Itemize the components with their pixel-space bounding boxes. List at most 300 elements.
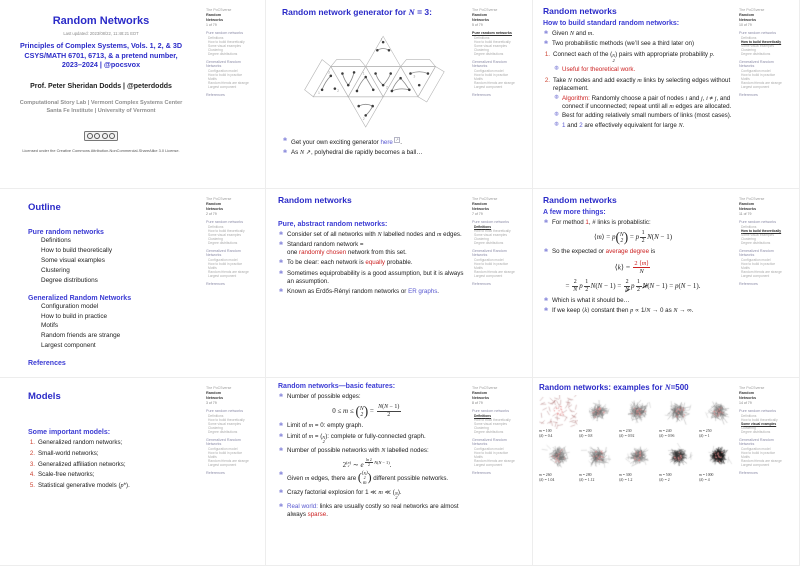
sidebar-section[interactable]: References [206, 92, 225, 97]
outline-section[interactable]: Pure random networks [28, 229, 104, 236]
bullet-text: Get your own exciting generator here ↗ . [291, 136, 402, 146]
sidebar-item[interactable]: Some visual examples [474, 232, 507, 237]
sidebar-section[interactable]: Generalized Random Networks [206, 437, 241, 447]
sidebar-item[interactable]: How to build theoretically [474, 228, 511, 233]
network-thumbnail [619, 439, 658, 473]
sidebar-item[interactable]: How to build theoretically [474, 417, 511, 422]
cc-license-badge[interactable] [84, 131, 119, 141]
bullet-text: For method 1, # links is probablistic: [552, 219, 651, 226]
slide-heading: Random networks [543, 6, 617, 16]
slide-sidebar [739, 386, 786, 475]
slide-heading: Random networks [543, 195, 617, 205]
sub-bullet-text: 1 and 2 are effectively equivalent for large N. [562, 121, 685, 129]
sidebar-item[interactable]: Degree distributions [208, 430, 238, 435]
sidebar-section[interactable]: Generalized Random Networks [739, 248, 774, 258]
k-caption: ⟨k⟩ = 1.12 [579, 478, 595, 483]
outline-item[interactable]: How to build theoretically [41, 246, 113, 254]
sidebar-item[interactable]: Motifs [741, 76, 750, 81]
sidebar-item[interactable]: Some visual examples [741, 421, 777, 426]
sidebar-item[interactable]: Configuration model [208, 257, 238, 262]
numbered-item [543, 51, 735, 63]
outline-section[interactable]: Generalized Random Networks [28, 294, 132, 302]
sidebar-section[interactable]: Generalized Random Networks [206, 248, 241, 258]
item-number: 5. [29, 482, 35, 489]
sidebar-item[interactable]: Definitions [741, 35, 757, 40]
bullet-text: Limit of m = ( N 2 ): complete or fully-connected graph. [287, 432, 426, 445]
sidebar-section[interactable]: References [472, 92, 491, 97]
outline-item[interactable]: Definitions [41, 237, 71, 244]
sidebar-section[interactable]: Generalized Random Networks [472, 437, 507, 447]
book-bullet-icon: ◍ [554, 66, 559, 72]
bullet-row [278, 270, 468, 286]
bullet-text: So the expected or average degree is [552, 248, 656, 256]
sidebar-item[interactable]: Clustering [474, 426, 489, 431]
sidebar-item[interactable]: Largest component [474, 274, 503, 279]
sidebar-item[interactable]: Motifs [741, 454, 750, 459]
bullet-text: Real world: links are usually costly so real networks are almost always sparse. [287, 503, 459, 518]
sidebar-item[interactable]: Definitions [741, 224, 757, 229]
sidebar-item[interactable]: Configuration model [208, 68, 238, 73]
network-thumbnail [539, 395, 578, 429]
er-graphs-link[interactable]: ER graphs [408, 287, 438, 295]
sidebar-deck-title: Random Networks [206, 202, 224, 211]
bullet-text: If we keep ⟨k⟩ constant then p ∝ 1/N → 0 as N → ∞. [552, 307, 694, 315]
network-thumbnail [659, 395, 698, 429]
network-thumbnail [699, 395, 738, 429]
sidebar-item[interactable]: How to build in practice [474, 72, 509, 77]
bullet-text: Known as Erdős-Rényi random networks or ER graphs. [287, 287, 440, 295]
equation-average-degree: ⟨k⟩ = $\frac{2 ⟨m⟩}{N}$ [614, 259, 649, 276]
bullet-row [278, 259, 468, 267]
item-number: 3. [29, 460, 35, 468]
here-link[interactable]: here [380, 138, 393, 146]
sidebar-item[interactable]: Definitions [741, 413, 757, 418]
bullet-row [543, 30, 735, 38]
bullet-text: To be clear: each network is equally probable. [287, 259, 413, 267]
sidebar-item[interactable]: Some visual examples [741, 232, 774, 237]
slide-heading: Random networks: examples for N=500 [539, 383, 689, 392]
sidebar-item[interactable]: Motifs [741, 265, 750, 270]
die-bullet-icon: ❀ [278, 488, 284, 495]
author-line: Prof. Peter Sheridan Dodds | @peterdodds [30, 83, 172, 91]
sidebar-item[interactable]: Largest component [208, 274, 237, 279]
bullet-row [278, 241, 468, 257]
sidebar-item[interactable]: Configuration model [741, 68, 771, 73]
k-caption: ⟨k⟩ = 0.8 [579, 433, 593, 438]
k-caption: ⟨k⟩ = 2 [659, 478, 670, 483]
basic-features-content [266, 378, 468, 565]
sidebar-item[interactable]: Largest component [741, 85, 770, 90]
sidebar-section[interactable]: References [472, 470, 491, 475]
sidebar-section[interactable]: Pure random networks [472, 220, 510, 225]
sidebar-section[interactable]: Pure random networks [739, 409, 777, 414]
sidebar-item[interactable]: How to build theoretically [208, 417, 245, 422]
sidebar-section[interactable]: References [206, 281, 225, 286]
sidebar-section[interactable]: Generalized Random Networks [472, 248, 507, 258]
how-to-build-content [533, 0, 735, 188]
bullet-row [278, 393, 468, 401]
svg-text:3: 3 [413, 74, 416, 79]
sub-bullet-text: Algorithm: Randomly choose a pair of nodes i and j, i ≠ j, and connect if unconnected; repeat until all m edges are allocated. [562, 95, 732, 111]
generator-content [266, 0, 468, 188]
sidebar-item[interactable]: Configuration model [208, 446, 238, 451]
sidebar-section[interactable]: References [472, 281, 491, 286]
sidebar-item[interactable]: Random friends are strange [474, 459, 515, 463]
sidebar-item[interactable]: Configuration model [741, 257, 771, 262]
k-caption: ⟨k⟩ = 0.92 [619, 433, 635, 438]
item-text: Connect each of the ( N 2 ) pairs with appropriate probability p. [553, 51, 715, 63]
course-line: 2023–2024 | @pocsvox [61, 60, 141, 70]
sidebar-item[interactable]: How to build in practice [474, 450, 509, 455]
slide-basic-features [266, 378, 533, 566]
sidebar-page-number: 11 of 79 [739, 212, 752, 217]
m-caption: m = 1000 [699, 473, 714, 478]
bullet-row [543, 307, 735, 315]
sidebar-deck-title: Random Networks [472, 13, 490, 22]
license-badge-row [0, 127, 202, 145]
sidebar-item[interactable]: How to build in practice [474, 261, 509, 266]
sidebar-item[interactable]: Definitions [208, 35, 224, 40]
sidebar-deck-title: Random Networks [472, 202, 490, 211]
sidebar-item[interactable]: Some visual examples [208, 43, 241, 48]
sidebar-item[interactable]: Some visual examples [208, 232, 241, 237]
sidebar-item[interactable]: Configuration model [474, 446, 504, 451]
sidebar-item[interactable]: Definitions [474, 35, 490, 40]
sidebar-section[interactable]: References [739, 92, 758, 97]
sidebar-item[interactable]: How to build theoretically [208, 228, 245, 233]
item-text: Generalized random networks; [38, 439, 123, 446]
die-bullet-icon: ❀ [543, 40, 549, 47]
real-world-link[interactable]: Real world: [287, 503, 318, 511]
sub-bullet-row [554, 112, 735, 120]
sidebar-item[interactable]: Clustering [208, 48, 223, 53]
slide-sidebar [739, 8, 786, 97]
sidebar-page-number: 10 of 79 [739, 23, 752, 28]
bullet-row [278, 489, 468, 501]
sidebar-item[interactable]: Random friends are strange [741, 270, 782, 274]
bullet-row [278, 471, 468, 486]
network-example [659, 439, 698, 482]
sidebar-item[interactable]: Clustering [741, 426, 756, 431]
die-bullet-icon: ❀ [278, 422, 284, 429]
sub-bullet-text: Useful for theoretical work. [562, 66, 636, 74]
equation-possible-edges: 0 ≤ m ≤ ( N 2 ) = $\frac{N(N - 1)}{2}$ [332, 403, 400, 419]
item-number: 1. [29, 439, 35, 446]
slide-title-card [0, 0, 266, 189]
k-caption: ⟨k⟩ = 4 [699, 478, 710, 483]
slide-how-to-build [533, 0, 800, 189]
sidebar-item[interactable]: Clustering [474, 48, 489, 53]
pocsverse-label: The PoCSverse [472, 197, 498, 201]
sidebar-deck-title: Random Networks [206, 13, 224, 22]
sidebar-item[interactable]: Largest component [474, 85, 503, 90]
pocsverse-label: The PoCSverse [739, 386, 765, 390]
sidebar-item[interactable]: How to build in practice [208, 72, 243, 77]
slide-heading: Outline [28, 202, 61, 213]
equation-degree-derivation: = $\frac{2}{N}$ p $\frac{1}{2}$ N(N − 1) = $\frac{2}{N}$ p $\frac{1}{2}$ N(N − 1) = p(N − 1). [565, 278, 701, 293]
sidebar-item[interactable]: How to build theoretically [474, 39, 511, 44]
m-caption: m = 200 [579, 429, 592, 433]
sidebar-item[interactable]: Clustering [741, 48, 756, 53]
sidebar-item[interactable]: Degree distributions [741, 52, 771, 57]
slide-sidebar [206, 197, 253, 286]
svg-text:1: 1 [318, 90, 320, 95]
bullet-row [543, 248, 735, 256]
last-updated: Last updated: 2023/08/22, 11:48:21 EDT [63, 31, 139, 36]
slide-subheading: Some important models: [28, 429, 111, 436]
sidebar-item[interactable]: How to build in practice [208, 261, 243, 266]
sidebar-item[interactable]: Degree distributions [474, 52, 504, 57]
svg-text:2: 2 [386, 85, 388, 90]
sidebar-item[interactable]: Degree distributions [208, 241, 238, 246]
svg-text:2: 2 [337, 89, 340, 94]
m-caption: m = 240 [659, 429, 672, 433]
sidebar-item[interactable]: Random friends are strange [474, 270, 515, 274]
sidebar-item[interactable]: Largest component [741, 274, 770, 279]
sidebar-item[interactable]: Clustering [208, 237, 223, 242]
sidebar-item[interactable]: Definitions [208, 224, 224, 229]
sidebar-item[interactable]: How to build theoretically [741, 417, 778, 422]
outline-item[interactable]: Clustering [41, 266, 70, 274]
sidebar-page-number: 8 of 79 [472, 401, 483, 406]
pocsverse-label: The PoCSverse [472, 386, 498, 390]
outline-content [0, 189, 202, 377]
sidebar-item[interactable]: Definitions [474, 413, 492, 418]
sidebar-section[interactable]: References [206, 470, 225, 475]
m-caption: m = 250 [699, 429, 712, 433]
sidebar-item[interactable]: Clustering [208, 426, 223, 431]
slide-sidebar [472, 8, 519, 97]
sidebar-section[interactable]: Generalized Random Networks [739, 59, 774, 69]
sidebar-item[interactable]: Motifs [208, 76, 217, 81]
bullet-text: Crazy factorial explosion for 1 ≪ m ≪ ( N 2 ). [287, 488, 402, 501]
sidebar-item[interactable]: Some visual examples [208, 421, 241, 426]
sidebar-page-number: 7 of 79 [472, 212, 483, 217]
outline-item[interactable]: Configuration model [41, 302, 99, 310]
bullet-text: Given m edges, there are ( ( N 2 ) m ) different possible networks. [287, 470, 449, 486]
sidebar-item[interactable]: Configuration model [474, 257, 504, 262]
sidebar-deck-title: Random Networks [739, 391, 757, 400]
outline-item[interactable]: Degree distributions [41, 276, 98, 284]
sidebar-item[interactable]: Largest component [741, 463, 770, 468]
network-example [579, 395, 618, 438]
network-example [539, 395, 578, 438]
die-bullet-icon: ❀ [543, 297, 549, 304]
sidebar-item[interactable]: Largest component [208, 463, 237, 468]
pocsverse-label: The PoCSverse [206, 197, 232, 201]
bullet-text: Number of possible edges: [287, 393, 361, 400]
die-bullet-icon: ❀ [278, 259, 284, 266]
sidebar-item[interactable]: Clustering [474, 237, 489, 242]
slide-sidebar [472, 197, 519, 286]
network-example [619, 439, 658, 482]
outline-item[interactable]: How to build in practice [41, 312, 108, 320]
sidebar-item[interactable]: Motifs [474, 265, 483, 270]
die-bullet-icon: ❀ [543, 219, 549, 225]
sidebar-item[interactable]: Random friends are strange [208, 270, 249, 274]
sidebar-item[interactable]: Random friends are strange [208, 81, 249, 85]
outline-item[interactable]: Motifs [41, 322, 59, 330]
item-number: 2. [29, 449, 35, 457]
sidebar-item[interactable]: Degree distributions [474, 430, 504, 435]
m-caption: m = 230 [619, 429, 632, 433]
slide-heading: Random network generator for N = 3: [282, 7, 432, 17]
pocsverse-label: The PoCSverse [472, 8, 498, 12]
numbered-item [28, 439, 202, 447]
numbered-item [28, 450, 202, 458]
sidebar-item[interactable]: How to build theoretically [208, 39, 245, 44]
network-example [699, 439, 738, 482]
sidebar-section[interactable]: Generalized Random Networks [472, 59, 507, 69]
sub-bullet-text: Best for adding relatively small numbers of links (most cases). [562, 112, 732, 120]
bullet-text: Consider set of all networks with N labelled nodes and m edges. [287, 231, 462, 238]
sidebar-item[interactable]: Configuration model [741, 446, 771, 451]
sidebar-item[interactable]: Degree distributions [741, 430, 771, 435]
sidebar-item[interactable]: How to build theoretically [741, 39, 782, 44]
sidebar-item[interactable]: Definitions [208, 413, 224, 418]
sidebar-item[interactable]: Largest component [474, 463, 503, 468]
slide-subheading: Pure, abstract random networks: [278, 221, 388, 228]
k-caption: ⟨k⟩ = 1.2 [619, 478, 633, 483]
sidebar-item[interactable]: Motifs [474, 76, 483, 81]
sidebar-page-number: 2 of 79 [206, 212, 217, 217]
sidebar-item[interactable]: Motifs [208, 454, 217, 459]
bullet-row [543, 297, 735, 305]
sidebar-section[interactable]: Generalized Random Networks [739, 437, 774, 447]
network-thumbnail [539, 439, 578, 473]
sidebar-deck-title: Random Networks [739, 202, 757, 211]
sidebar-section[interactable]: Pure random networks [472, 409, 510, 414]
sidebar-page-number: 14 of 79 [739, 401, 752, 406]
die-bullet-icon: ❀ [278, 432, 284, 439]
sidebar-item[interactable]: How to build in practice [741, 72, 776, 77]
svg-text:2: 2 [362, 117, 365, 122]
die-bullet-icon: ❀ [278, 231, 284, 237]
numbered-item [28, 482, 202, 490]
pocsverse-label: The PoCSverse [206, 386, 232, 390]
slide-subheading: How to build standard random networks: [543, 20, 680, 27]
network-example [699, 395, 738, 438]
outline-section[interactable]: References [28, 360, 66, 368]
item-text: Small-world networks; [38, 449, 99, 457]
equation-possible-networks: $2^{( N 2 )}$ ∼ e $^{\frac{\ln 2}{2} N(N - 1)}$. [342, 457, 392, 469]
deck-title: Random Networks [52, 15, 150, 27]
sidebar-item[interactable]: Some visual examples [474, 43, 507, 48]
affiliations [0, 99, 202, 115]
sidebar-item[interactable]: Some visual examples [741, 43, 774, 48]
outline-item[interactable]: Largest component [41, 342, 96, 350]
sidebar-item[interactable]: Degree distributions [208, 52, 238, 57]
bullet-text: Which is what it should be… [552, 297, 630, 305]
sidebar-item[interactable]: Random friends are strange [208, 459, 249, 463]
sidebar-item[interactable]: Degree distributions [741, 241, 771, 246]
numbered-item [28, 461, 202, 469]
item-text: Generalized affiliation networks; [38, 460, 126, 468]
svg-text:3: 3 [327, 70, 330, 75]
die-bullet-icon: ❀ [282, 149, 288, 155]
sidebar-item[interactable]: Random friends are strange [741, 81, 782, 85]
sidebar-item[interactable]: Random friends are strange [741, 459, 782, 463]
outline-item[interactable]: Random friends are strange [41, 332, 121, 340]
sidebar-section[interactable]: Pure random networks [739, 31, 777, 36]
sub-bullet-row [554, 122, 735, 130]
slide-subheading: A few more things: [543, 209, 606, 216]
sidebar-item[interactable]: How to build in practice [741, 450, 776, 455]
sidebar-item[interactable]: Some visual examples [474, 421, 507, 426]
bullet-row [282, 149, 468, 157]
sidebar-section[interactable]: Pure random networks [206, 31, 244, 36]
k-caption: ⟨k⟩ = 1.04 [539, 478, 555, 483]
affiliation-line: Santa Fe Institute | University of Vermont [46, 108, 156, 115]
affiliation-line: Computational Story Lab | Vermont Complex Systems Center [19, 100, 183, 107]
bullet-row [278, 422, 468, 430]
examples-content [533, 378, 735, 565]
svg-text:1: 1 [380, 37, 383, 42]
network-thumbnail [619, 395, 658, 429]
sidebar-item[interactable]: Definitions [474, 224, 492, 229]
sidebar-section[interactable]: Pure random networks [206, 409, 244, 414]
slide-outline [0, 189, 266, 378]
book-bullet-icon: ◍ [554, 121, 559, 127]
sidebar-item[interactable]: Configuration model [474, 68, 504, 73]
bullet-row [278, 447, 468, 455]
item-number: 1. [544, 51, 550, 59]
sidebar-item[interactable]: Motifs [474, 454, 483, 459]
sidebar-item[interactable]: Random friends are strange [474, 81, 515, 85]
network-example [659, 395, 698, 438]
slide-heading: Models [28, 391, 61, 402]
slide-examples-n500 [533, 378, 800, 566]
sidebar-item[interactable]: Motifs [208, 265, 217, 270]
bullet-text: Standard random network = one randomly chosen network from this set. [287, 241, 407, 257]
sidebar-item[interactable]: Clustering [741, 237, 756, 242]
sidebar-item[interactable]: Degree distributions [474, 241, 504, 246]
equation-mean-links: ⟨m⟩ = p( N 2 ) = p $\frac{1}{2}$ N(N − 1) [593, 229, 673, 245]
outline-item[interactable]: Some visual examples [41, 256, 105, 264]
sidebar-section[interactable]: Generalized Random Networks [206, 59, 241, 69]
m-caption: m = 260 [539, 473, 552, 478]
sidebar-section[interactable]: Pure random networks [739, 220, 777, 225]
sidebar-item[interactable]: How to build in practice [208, 450, 243, 455]
network-example [539, 439, 578, 482]
slide-pure-abstract [266, 189, 533, 378]
sub-bullet-row [554, 95, 735, 111]
sidebar-item[interactable]: How to build in practice [741, 261, 776, 266]
item-number: 2. [544, 76, 550, 84]
license-text: Licensed under the Creative Commons Attribution-NonCommercial-ShareAlike 3.0 License. [22, 148, 180, 154]
m-caption: m = 300 [619, 473, 632, 478]
bullet-text: Limit of m = 0: empty graph. [287, 422, 364, 430]
network-thumbnail [699, 439, 738, 473]
title-card-content [0, 0, 202, 188]
network-thumbnail [659, 439, 698, 473]
pocsverse-label: The PoCSverse [739, 8, 765, 12]
die-bullet-icon: ❀ [278, 447, 284, 454]
sidebar-section[interactable]: Pure random networks [472, 31, 512, 36]
sidebar-section[interactable]: References [739, 281, 758, 286]
item-text: Statistical generative models (p*). [38, 482, 130, 489]
slide-sidebar [206, 8, 253, 97]
sidebar-section[interactable]: References [739, 470, 758, 475]
sidebar-item[interactable]: How to build theoretically [741, 228, 782, 233]
die-bullet-icon: ❀ [278, 393, 284, 399]
sidebar-item[interactable]: Largest component [208, 85, 237, 90]
slide-subheading: Random networks—basic features: [278, 383, 396, 390]
die-bullet-icon: ❀ [278, 269, 284, 276]
m-caption: m = 500 [659, 473, 672, 478]
sidebar-section[interactable]: Pure random networks [206, 220, 244, 225]
book-bullet-icon: ◍ [554, 112, 559, 118]
